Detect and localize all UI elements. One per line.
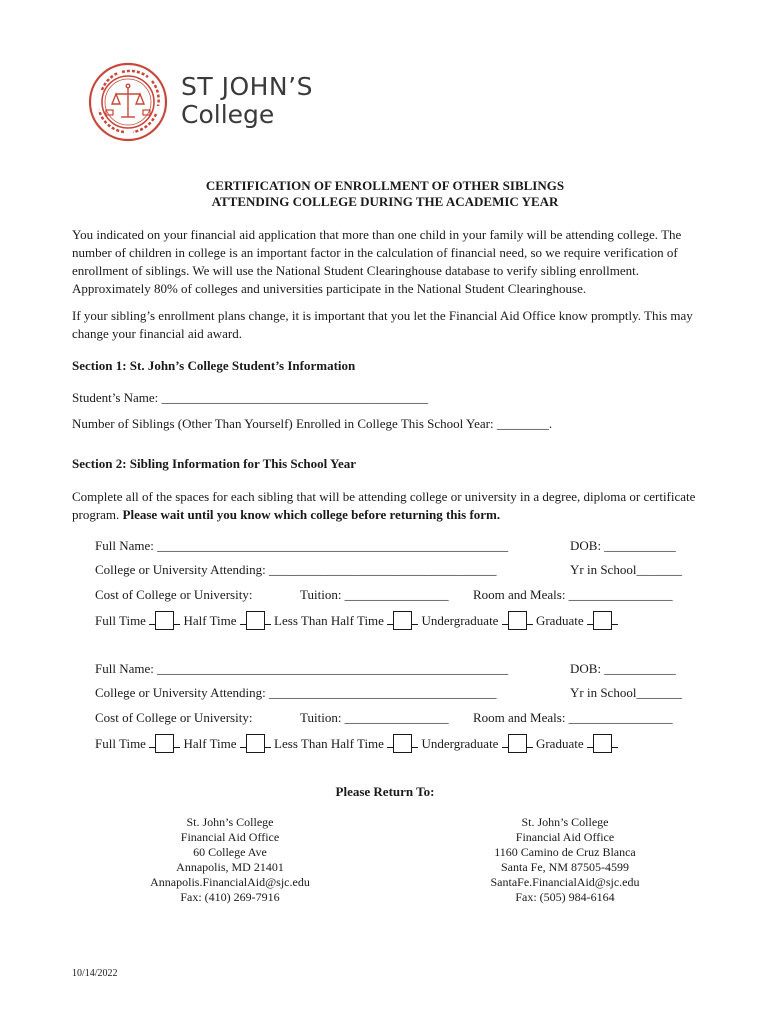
room-meals-field[interactable]: Room and Meals: ________________ [473,710,673,725]
student-name-field[interactable]: Student’s Name: _________________________________________ [72,390,429,405]
half-time-checkbox[interactable] [246,611,265,630]
address-line: 60 College Ave [193,845,267,859]
dob-field[interactable]: DOB: ___________ [570,661,676,676]
section2-heading: Section 2: Sibling Information for This School Year [72,456,356,471]
college-seal-logo [88,62,168,142]
address-line: Financial Aid Office [180,830,280,844]
undergraduate-label: Undergraduate [421,613,499,628]
section1-heading: Section 1: St. John’s College Student’s Information [72,358,356,373]
full-name-field[interactable]: Full Name: ______________________________________________________ [95,661,509,676]
instructions-text: Complete all of the spaces for each sibling that will be attending college or university in a degree, diploma or certificate program. [72,489,696,522]
tuition-field[interactable]: Tuition: ________________ [300,587,449,602]
full-name-field[interactable]: Full Name: ______________________________________________________ [95,538,509,553]
instructions-bold: Please wait until you know which college before returning this form. [122,507,501,522]
college-attending-field[interactable]: College or University Attending: ___________________________________ [95,562,497,577]
graduate-label: Graduate [535,613,584,628]
undergraduate-checkbox[interactable] [508,611,527,630]
address-line: Annapolis, MD 21401 [176,860,284,874]
enrollment-status-row [95,734,618,753]
cost-label: Cost of College or University: [95,710,253,725]
email-link[interactable]: Annapolis.FinancialAid@sjc.edu [150,875,310,889]
wordmark-line1: ST JOHN’S [181,72,313,101]
tuition-field[interactable]: Tuition: ________________ [300,710,449,725]
address-line: St. John’s College [186,815,274,829]
address-line: 1160 Camino de Cruz Blanca [494,845,636,859]
form-title-line2: ATTENDING COLLEGE DURING THE ACADEMIC YEAR [211,194,559,209]
revision-date: 10/14/2022 [72,968,118,979]
santafe-address [455,815,675,905]
graduate-checkbox[interactable] [593,611,612,630]
change-notice-paragraph: If your sibling’s enrollment plans change, it is important that you let the Financial Aid Office know promptly. This may change your financial aid award. [72,308,693,341]
annapolis-address [120,815,340,905]
full-time-label: Full Time [95,736,146,751]
fax-line: Fax: (410) 269-7916 [180,890,280,904]
address-line: Financial Aid Office [515,830,615,844]
undergraduate-label: Undergraduate [421,736,499,751]
room-meals-field[interactable]: Room and Meals: ________________ [473,587,673,602]
sibling-count-field[interactable]: Number of Siblings (Other Than Yourself) Enrolled in College This School Year: ________. [72,416,553,431]
full-time-checkbox[interactable] [155,734,174,753]
address-line: St. John’s College [521,815,609,829]
graduate-label: Graduate [535,736,584,751]
section2-instructions [72,488,712,524]
half-time-label: Half Time [183,613,237,628]
dob-field[interactable]: DOB: ___________ [570,538,676,553]
enrollment-status-row [95,611,618,630]
full-time-checkbox[interactable] [155,611,174,630]
wordmark-line2: College [181,100,275,129]
graduate-checkbox[interactable] [593,734,612,753]
college-attending-field[interactable]: College or University Attending: ___________________________________ [95,685,497,700]
half-time-checkbox[interactable] [246,734,265,753]
yr-in-school-field[interactable]: Yr in School_______ [570,685,682,700]
address-line: Santa Fe, NM 87505-4599 [501,860,629,874]
email-link[interactable]: SantaFe.FinancialAid@sjc.edu [490,875,640,889]
form-title-line1: CERTIFICATION OF ENROLLMENT OF OTHER SIBLINGS [205,178,565,193]
cost-label: Cost of College or University: [95,587,253,602]
college-wordmark [181,74,313,127]
yr-in-school-field[interactable]: Yr in School_______ [570,562,682,577]
undergraduate-checkbox[interactable] [508,734,527,753]
intro-paragraph: You indicated on your financial aid application that more than one child in your family will be attending college. The number of children in college is an important factor in the calculation of financial need, so we require verification of enrollment of siblings. We will use the National Student Clearinghouse database to verify sibling enrollment. Approximately 80% of colleges and universities participate in the National Student Clearinghouse. [72,227,682,296]
less-than-half-checkbox[interactable] [393,611,412,630]
less-than-half-checkbox[interactable] [393,734,412,753]
full-time-label: Full Time [95,613,146,628]
half-time-label: Half Time [183,736,237,751]
return-heading: Please Return To: [335,784,435,799]
less-than-half-label: Less Than Half Time [274,613,384,628]
less-than-half-label: Less Than Half Time [274,736,384,751]
fax-line: Fax: (505) 984-6164 [515,890,615,904]
